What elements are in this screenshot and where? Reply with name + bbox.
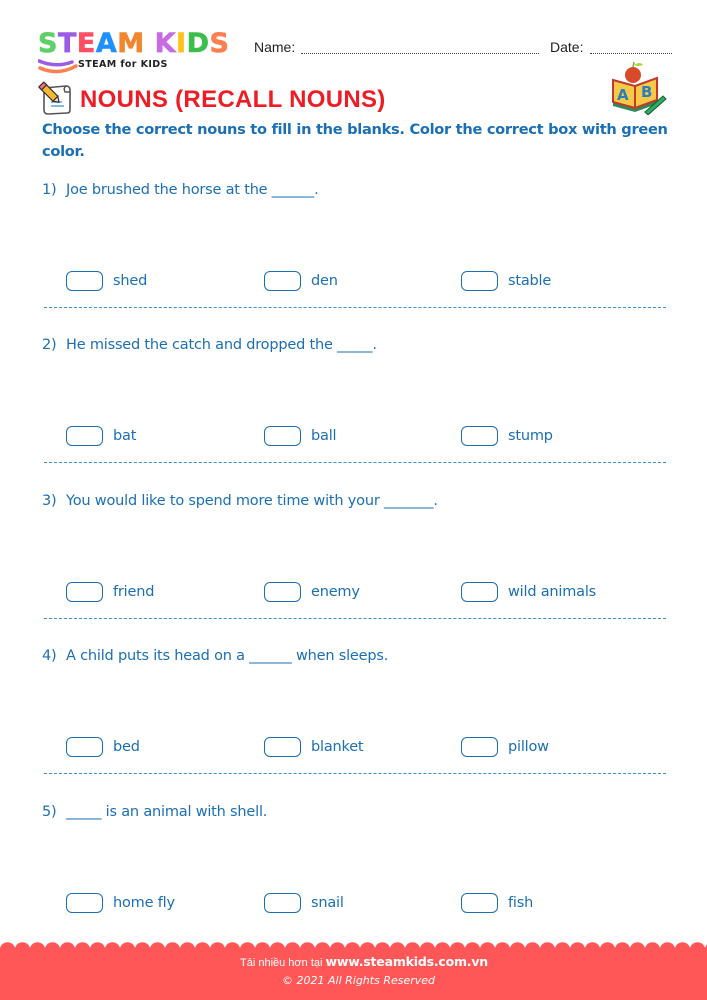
option-checkbox[interactable] [264, 892, 344, 914]
answer-box[interactable] [264, 893, 301, 913]
question-sentence: A child puts its head on a ______ when sleeps. [66, 648, 389, 664]
option-checkbox[interactable] [66, 581, 154, 603]
option-label: blanket [311, 739, 364, 755]
option-label: shed [113, 273, 148, 289]
answer-box[interactable] [264, 271, 301, 291]
question-number: 3) [42, 493, 57, 509]
question-number: 5) [42, 804, 57, 820]
question-text [42, 648, 388, 664]
option-checkbox[interactable] [461, 270, 551, 292]
logo-letter: E [76, 28, 96, 59]
option-label: fish [508, 895, 534, 911]
footer [0, 940, 707, 1000]
date-input-line[interactable] [590, 53, 672, 54]
option-label: bat [113, 428, 137, 444]
answer-box[interactable] [461, 426, 498, 446]
svg-text:B: B [641, 83, 653, 101]
answer-box[interactable] [264, 582, 301, 602]
answer-box[interactable] [66, 271, 103, 291]
option-checkbox[interactable] [66, 270, 147, 292]
logo-letter: I [176, 28, 187, 59]
question-number: 4) [42, 648, 57, 664]
dashed-divider [44, 307, 666, 308]
option-checkbox[interactable] [66, 736, 140, 758]
question-text [42, 493, 438, 509]
answer-box[interactable] [461, 271, 498, 291]
answer-box[interactable] [461, 893, 498, 913]
question-sentence: You would like to spend more time with your _______. [66, 493, 438, 509]
question-number: 1) [42, 182, 57, 198]
answer-box[interactable] [66, 893, 103, 913]
question-number: 2) [42, 337, 57, 353]
option-checkbox[interactable] [461, 425, 553, 447]
option-label: bed [113, 739, 140, 755]
worksheet-instructions: Choose the correct nouns to fill in the blanks. Color the correct box with green color. [42, 121, 668, 160]
question-sentence: He missed the catch and dropped the _____. [66, 337, 377, 353]
pencil-paper-icon [36, 80, 74, 116]
footer-prefix: Tải nhiều hơn tại [240, 957, 326, 969]
logo-letter: D [186, 28, 210, 59]
question-sentence: _____ is an animal with shell. [66, 804, 268, 820]
logo-wordmark [38, 30, 229, 58]
name-input-line[interactable] [301, 53, 539, 54]
answer-box[interactable] [264, 737, 301, 757]
answer-box[interactable] [66, 737, 103, 757]
option-label: home fly [113, 895, 175, 911]
question-text [42, 337, 377, 353]
dashed-divider [44, 462, 666, 463]
option-checkbox[interactable] [66, 892, 175, 914]
question-text [42, 804, 267, 820]
abc-book-apple-icon [605, 60, 667, 115]
logo-letter: S [38, 28, 58, 59]
worksheet-title: NOUNS (RECALL NOUNS) [80, 86, 386, 113]
logo-subtitle: STEAM for KIDS [78, 59, 168, 70]
option-label: stump [508, 428, 553, 444]
logo-letter: K [154, 28, 177, 59]
logo-letter: T [57, 28, 77, 59]
footer-download-line [240, 954, 488, 969]
option-checkbox[interactable] [264, 425, 336, 447]
svg-text:A: A [617, 86, 629, 104]
question-text [42, 182, 319, 198]
logo-letter: M [117, 28, 145, 59]
name-label: Name: [254, 39, 296, 55]
option-label: snail [311, 895, 344, 911]
option-checkbox[interactable] [461, 892, 533, 914]
footer-copyright: © 2021 All Rights Reserved [282, 974, 436, 987]
date-label: Date: [550, 39, 584, 55]
answer-box[interactable] [66, 426, 103, 446]
option-label: friend [113, 584, 155, 600]
option-checkbox[interactable] [264, 581, 360, 603]
option-label: enemy [311, 584, 360, 600]
logo-letter: S [209, 28, 230, 59]
footer-website-link[interactable]: www.steamkids.com.vn [325, 954, 488, 969]
option-label: ball [311, 428, 337, 444]
option-checkbox[interactable] [264, 270, 338, 292]
option-checkbox[interactable] [66, 425, 136, 447]
answer-box[interactable] [66, 582, 103, 602]
dashed-divider [44, 618, 666, 619]
option-checkbox[interactable] [461, 736, 549, 758]
dashed-divider [44, 773, 666, 774]
answer-box[interactable] [461, 582, 498, 602]
option-checkbox[interactable] [461, 581, 596, 603]
logo-letter: A [95, 28, 118, 59]
steam-kids-logo [38, 30, 238, 75]
question-sentence: Joe brushed the horse at the ______. [66, 182, 319, 198]
answer-box[interactable] [461, 737, 498, 757]
option-label: stable [508, 273, 552, 289]
answer-box[interactable] [264, 426, 301, 446]
option-checkbox[interactable] [264, 736, 363, 758]
option-label: den [311, 273, 338, 289]
logo-smile-swoosh-icon [38, 58, 78, 76]
option-label: wild animals [508, 584, 597, 600]
option-label: pillow [508, 739, 549, 755]
